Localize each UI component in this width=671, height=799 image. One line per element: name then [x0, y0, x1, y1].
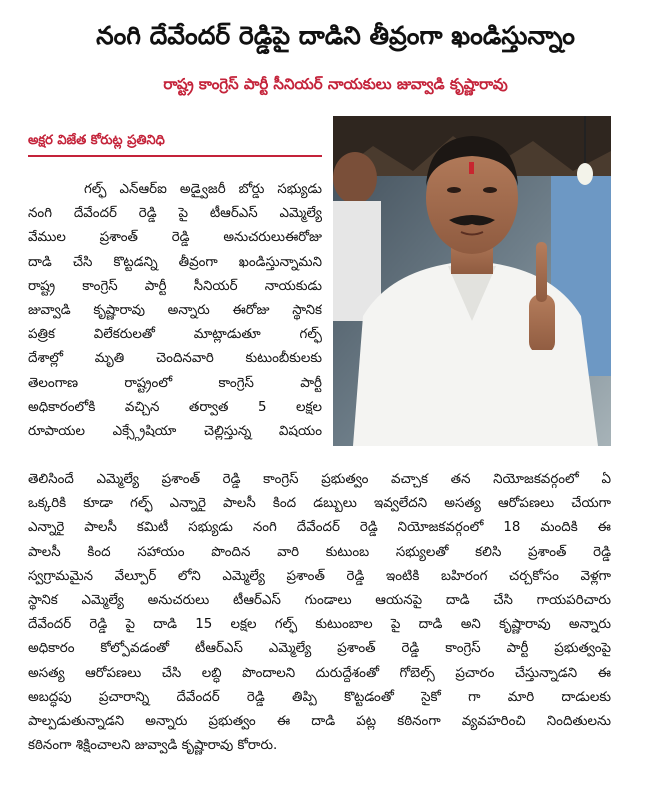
article-line: తెలంగాణ రాష్ట్రంలో కాంగ్రెస్ పార్టీ: [28, 375, 322, 391]
subheadline: రాష్ట్ర కాంగ్రెస్ పార్టీ సీనియర్ నాయకులు జువ్వాడి కృష్ణారావు: [163, 75, 508, 93]
article-line: అధికారంలోకి వచ్చిన తర్వాత 5 లక్షల: [28, 399, 322, 415]
article-line: అసత్య ఆరోపణలు చేసి లబ్ధి పొందాలని దురుద్దేశంతో గోబెల్స్ ప్రచారం చేస్తున్నాడని ఈ: [28, 665, 611, 681]
article-line: దేశాల్లో మృతి చెందినవారి కుటుంబీకులకు: [28, 351, 322, 367]
article-line: ఎన్నారై పాలసీ కమిటీ సభ్యుడు నంగి దేవేందర్ రెడ్డి నియోజకవర్గంలో 18 మందికి ఈ: [28, 520, 611, 536]
byline: అక్షర విజేత కోరుట్ల ప్రతినిధి: [28, 133, 165, 148]
article-line: పాలసీ కింద సహాయం పొందిన వారి కుటుంబ సభ్యులతో కలిసి ప్రశాంత్ రెడ్డి: [28, 544, 611, 560]
article-line: గల్ఫ్ ఎన్ఆర్ఐ అడ్వైజరీ బోర్డు సభ్యుడు: [84, 182, 322, 197]
article-line: పత్రిక విలేకరులతో మాట్లాడుతూ గల్ఫ్: [28, 327, 322, 343]
article-line: స్వగ్రామమైన వేల్పూర్ లోని ఎమ్మెల్యే ప్రశాంత్ రెడ్డి ఇంటికి బహిరంగ చర్చకోసం వెళ్లగా: [28, 568, 611, 584]
article-full-width: [28, 468, 611, 758]
article-column: [28, 178, 322, 444]
article-line: అధికారం కోల్పోవడంతో టీఆర్ఎస్ ఎమ్మెల్యే ప్రశాంత్ రెడ్డి కాంగ్రెస్ పార్టీ ప్రభుత్వంపై: [28, 641, 611, 657]
article-line: నంగి దేవేందర్ రెడ్డి పై టీఆర్ఎస్ ఎమ్మెల్యే: [28, 206, 322, 222]
article-line: తెలిసిందే ఎమ్మెల్యే ప్రశాంత్ రెడ్డి కాంగ్రెస్ ప్రభుత్వం వచ్చాక తన నియోజకవర్గంలో ఏ: [28, 472, 611, 487]
article-line: అబద్ధపు ప్రచారాన్ని దేవేందర్ రెడ్డి తిప్పి కొట్టడంతో సైకో గా మారి దాడులకు: [28, 689, 611, 705]
article-line: రాష్ట్ర కాంగ్రెస్ పార్టీ సీనియర్ నాయకుడు: [28, 278, 322, 294]
article-line: కఠినంగా శిక్షించాలని జువ్వాడి కృష్ణారావు కోరారు.: [28, 738, 278, 754]
article-line: జువ్వాడి కృష్ణారావు అన్నారు ఈరోజు స్థానిక: [28, 302, 322, 318]
headline: నంగి దేవేందర్ రెడ్డిపై దాడిని తీవ్రంగా ఖండిస్తున్నాం: [96, 21, 575, 50]
article-line: దాడి చేసి కొట్టడన్ని తీవ్రంగా ఖండిస్తున్నామని: [28, 254, 322, 270]
article-line: వేముల ప్రశాంత్ రెడ్డి అనుచరులుఈరోజు: [28, 230, 322, 246]
article-line: పాల్పడుతున్నాడని అన్నారు ప్రభుత్వం ఈ దాడి పట్ల కఠినంగా వ్యవహరించి నిందితులను: [28, 713, 611, 729]
byline-underline: [28, 155, 322, 157]
article-line: స్థానిక ఎమ్మెల్యే అనుచరులు టీఆర్ఎస్ గుండాలు ఆయనపై దాడి చేసి గాయపరిచారు: [28, 592, 611, 608]
person-portrait-photo: [333, 116, 611, 446]
person-portrait-icon: [333, 116, 611, 446]
article-line: దేవేందర్ రెడ్డి పై దాడి 15 లక్షల గల్ఫ్ కుటుంబాల పై దాడి అని కృష్ణారావు అన్నారు: [28, 617, 611, 633]
article-line: రూపాయల ఎక్స్గ్రేషియా చెల్లిస్తున్న విషయం: [28, 423, 322, 439]
article-line: ఒక్కరికి కూడా గల్ఫ్ ఎన్నారై పాలసీ కింద డబ్బులు ఇవ్వలేదని అసత్య ఆరోపణలు చేయగా: [28, 496, 611, 512]
